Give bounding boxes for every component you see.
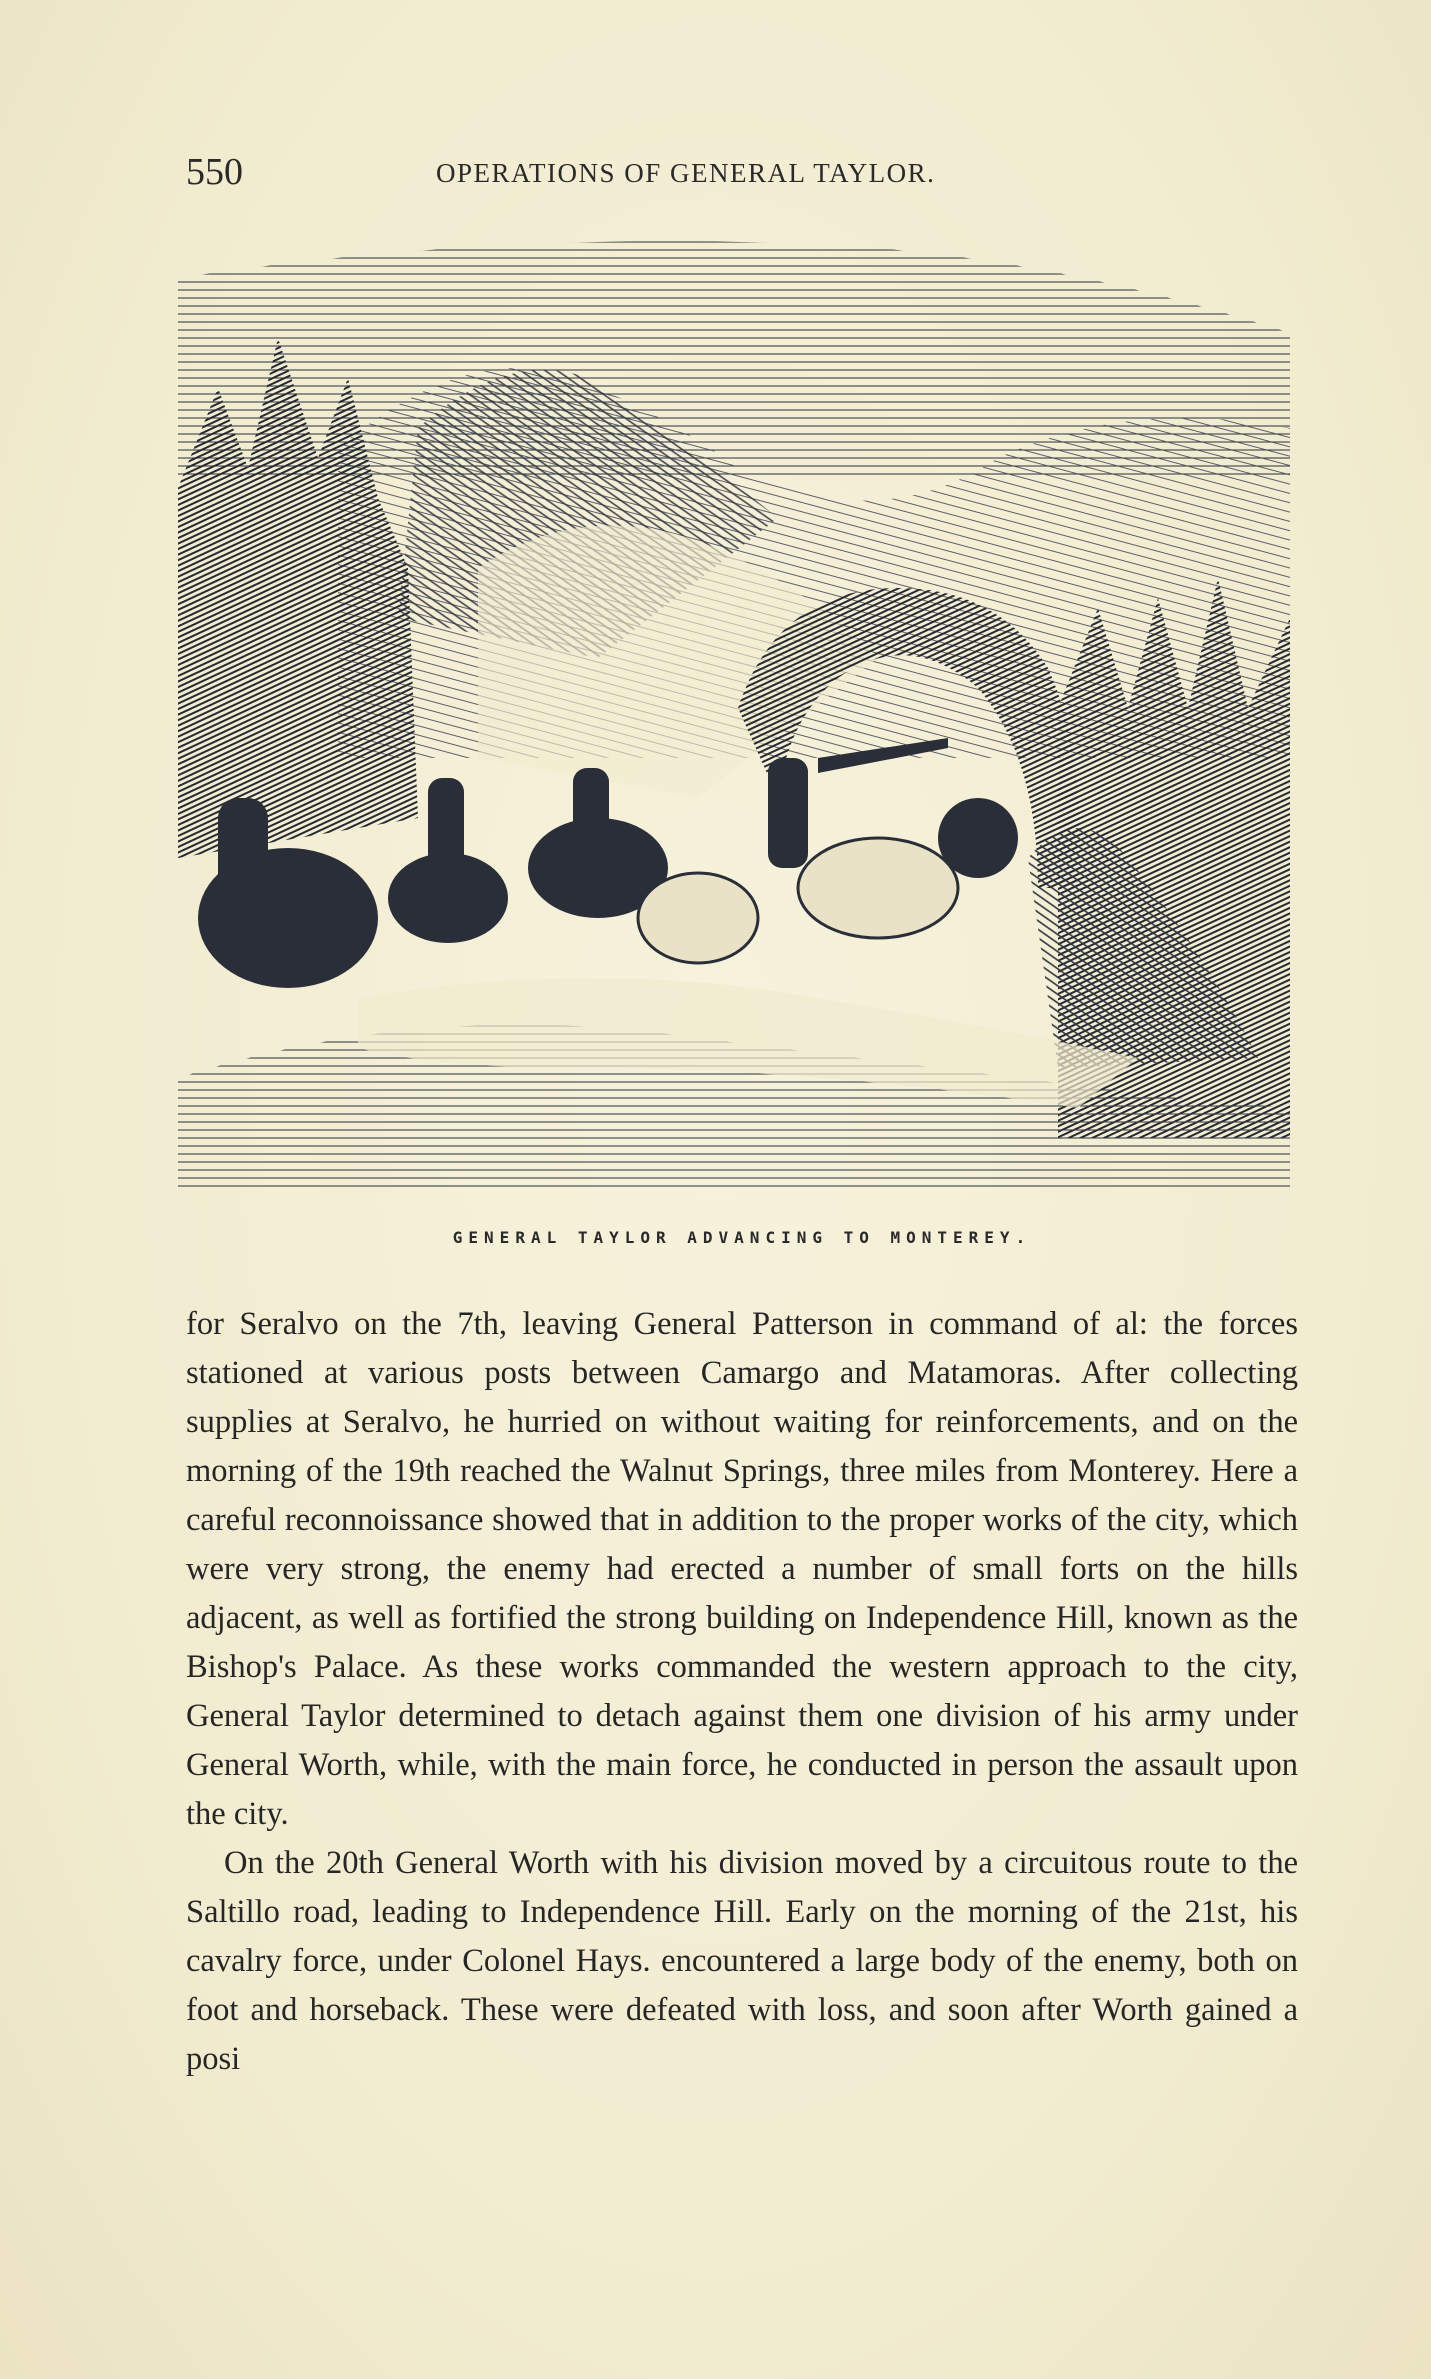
- illustration-caption: GENERAL TAYLOR ADVANCING TO MONTEREY.: [452, 1228, 1032, 1247]
- running-head: OPERATIONS OF GENERAL TAYLOR.: [436, 158, 936, 188]
- paragraph: On the 20th General Worth with his division moved by a circuitous route to the Saltillo road, leading to Independence Hill. Early on the morning of the 21st, his cavalry force, under Colonel Hays. encountered a large body of the enemy, both on foot and horseback. These were defeated with loss, and soon after Worth gained a posi: [186, 1845, 1298, 2077]
- page-number: 550: [186, 151, 243, 193]
- body-text: [186, 1300, 1298, 2084]
- paragraph: for Seralvo on the 7th, leaving General Patterson in command of al: the forces stationed at various posts between Camargo and Matamoras. After collecting supplies at Seralvo, he hurried on without waiting for reinforcements, and on the morning of the 19th reached the Walnut Springs, three miles from Monterey. Here a careful reconnoissance showed that in addition to the proper works of the city, which were very strong, the enemy had erected a number of small forts on the hills adjacent, as well as fortified the strong building on Independence Hill, known as the Bishop's Palace. As these works commanded the western approach to the city, General Taylor determined to detach against them one division of his army under General Worth, while, with the main force, he conducted in person the assault upon the city.: [186, 1306, 1298, 1832]
- engraving-illustration: [178, 238, 1290, 1188]
- page-header: [186, 150, 1286, 200]
